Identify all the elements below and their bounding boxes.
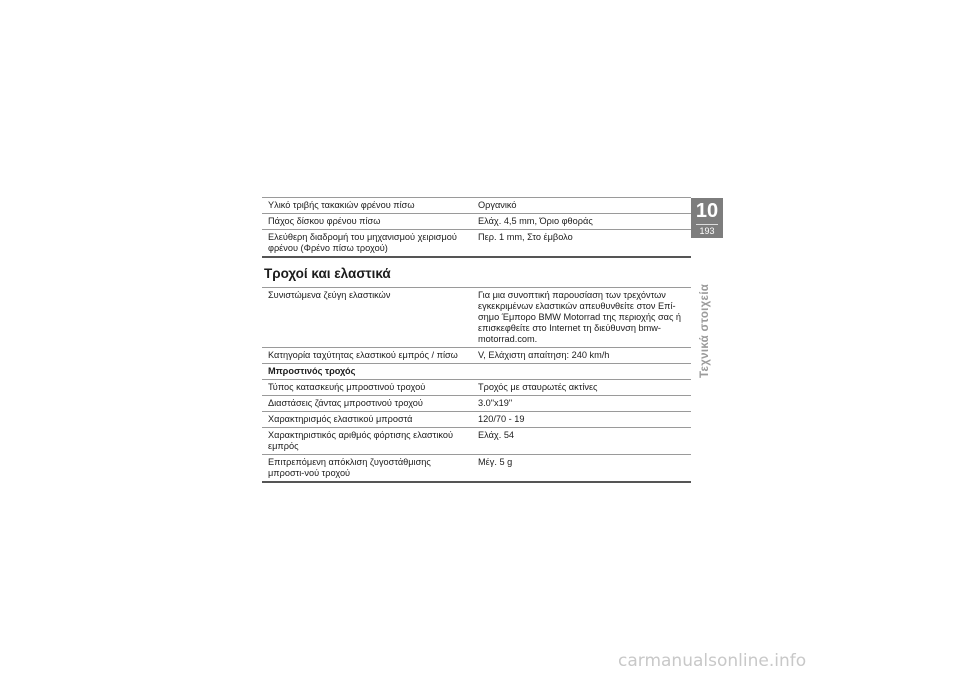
- table-row: [262, 288, 691, 348]
- spec-label: Υλικό τριβής τακακιών φρένου πίσω: [262, 198, 472, 214]
- spec-value: Ελάχ. 54: [472, 428, 691, 455]
- spec-label: Συνιστώμενα ζεύγη ελαστικών: [262, 288, 472, 348]
- table-row: [262, 380, 691, 396]
- spec-label: Διαστάσεις ζάντας μπροστινού τροχού: [262, 396, 472, 412]
- table-row: [262, 198, 691, 214]
- table-row: [262, 364, 691, 380]
- chapter-badge: [691, 198, 723, 238]
- spec-value: 3.0"x19": [472, 396, 691, 412]
- table-row: [262, 455, 691, 483]
- section-title: Τροχοί και ελαστικά: [264, 266, 391, 281]
- table-row: [262, 214, 691, 230]
- table-row: [262, 230, 691, 258]
- spec-value: Τροχός με σταυρωτές ακτίνες: [472, 380, 691, 396]
- wheel-spec-table: [262, 287, 691, 483]
- table-row: [262, 412, 691, 428]
- spec-value: Μέγ. 5 g: [472, 455, 691, 483]
- subsection-title: Μπροστινός τροχός: [262, 364, 691, 380]
- spec-value: Περ. 1 mm, Στο έμβολο: [472, 230, 691, 258]
- brake-spec-table: [262, 197, 691, 258]
- spec-label: Επιτρεπόμενη απόκλιση ζυγοστάθμισης μπροστι-νού τροχού: [262, 455, 472, 483]
- spec-value: V, Ελάχιστη απαίτηση: 240 km/h: [472, 348, 691, 364]
- spec-label: Χαρακτηρισμός ελαστικού μπροστά: [262, 412, 472, 428]
- side-tab-label: Τεχνικά στοιχεία: [699, 283, 711, 378]
- table-row: [262, 428, 691, 455]
- spec-label: Τύπος κατασκευής μπροστινού τροχού: [262, 380, 472, 396]
- spec-value: Για μια συνοπτική παρουσίαση των τρεχόντων εγκεκριμένων ελαστικών απευθυνθείτε στον Επί-σημο Έμπορο BMW Motorrad της περιοχής σας ή επισκεφθείτε στο Internet τη διεύθυνση bmw-motorrad.com.: [472, 288, 691, 348]
- chapter-number: 10: [695, 200, 719, 222]
- spec-label: Ελεύθερη διαδρομή του μηχανισμού χειρισμού φρένου (Φρένο πίσω τροχού): [262, 230, 472, 258]
- table-row: [262, 348, 691, 364]
- spec-value: 120/70 - 19: [472, 412, 691, 428]
- watermark: carmanualsonline.info: [618, 651, 807, 671]
- spec-value: Οργανικό: [472, 198, 691, 214]
- spec-label: Κατηγορία ταχύτητας ελαστικού εμπρός / πίσω: [262, 348, 472, 364]
- spec-content: [262, 197, 691, 483]
- spec-label: Πάχος δίσκου φρένου πίσω: [262, 214, 472, 230]
- page-number: 193: [699, 226, 715, 236]
- spec-label: Χαρακτηριστικός αριθμός φόρτισης ελαστικού εμπρός: [262, 428, 472, 455]
- table-row: [262, 396, 691, 412]
- spec-value: Ελάχ. 4,5 mm, Όριο φθοράς: [472, 214, 691, 230]
